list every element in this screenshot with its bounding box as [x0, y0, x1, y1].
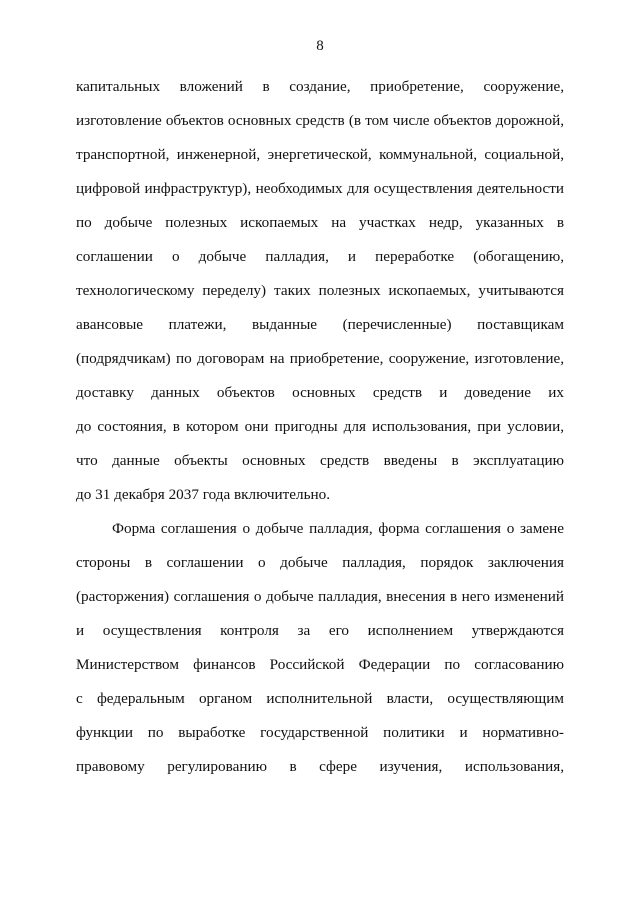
text-line: по добыче полезных ископаемых на участках недр, указанных в: [76, 214, 564, 231]
text-line: транспортной, инженерной, энергетической, коммунальной, социальной,: [76, 146, 564, 163]
text-line: Министерством финансов Российской Федерации по согласованию: [76, 656, 564, 673]
text-line: с федеральным органом исполнительной власти, осуществляющим: [76, 690, 564, 707]
text-line: правовому регулированию в сфере изучения, использования,: [76, 758, 564, 775]
text-line: изготовление объектов основных средств (в том числе объектов дорожной,: [76, 112, 564, 129]
paragraph-first-line: Форма соглашения о добыче палладия, форма соглашения о замене: [112, 520, 564, 537]
text-line: технологическому переделу) таких полезных ископаемых, учитываются: [76, 282, 564, 299]
text-line: капитальных вложений в создание, приобретение, сооружение,: [76, 78, 564, 95]
text-line: стороны в соглашении о добыче палладия, порядок заключения: [76, 554, 564, 571]
text-line: что данные объекты основных средств введены в эксплуатацию: [76, 452, 564, 469]
text-line: (расторжения) соглашения о добыче палладия, внесения в него изменений: [76, 588, 564, 605]
page-number: 8: [316, 38, 324, 54]
text-line: функции по выработке государственной политики и нормативно-: [76, 724, 564, 741]
text-line: доставку данных объектов основных средств и доведение их: [76, 384, 564, 401]
text-line: цифровой инфраструктур), необходимых для осуществления деятельности: [76, 180, 564, 197]
text-line: до состояния, в котором они пригодны для использования, при условии,: [76, 418, 564, 435]
body-text: [76, 70, 564, 784]
text-line: авансовые платежи, выданные (перечисленные) поставщикам: [76, 316, 564, 333]
text-line: до 31 декабря 2037 года включительно.: [76, 486, 331, 503]
text-line: (подрядчикам) по договорам на приобретение, сооружение, изготовление,: [76, 350, 564, 367]
text-line: и осуществления контроля за его исполнением утверждаются: [76, 622, 564, 639]
text-line: соглашении о добыче палладия, и переработке (обогащению,: [76, 248, 564, 265]
